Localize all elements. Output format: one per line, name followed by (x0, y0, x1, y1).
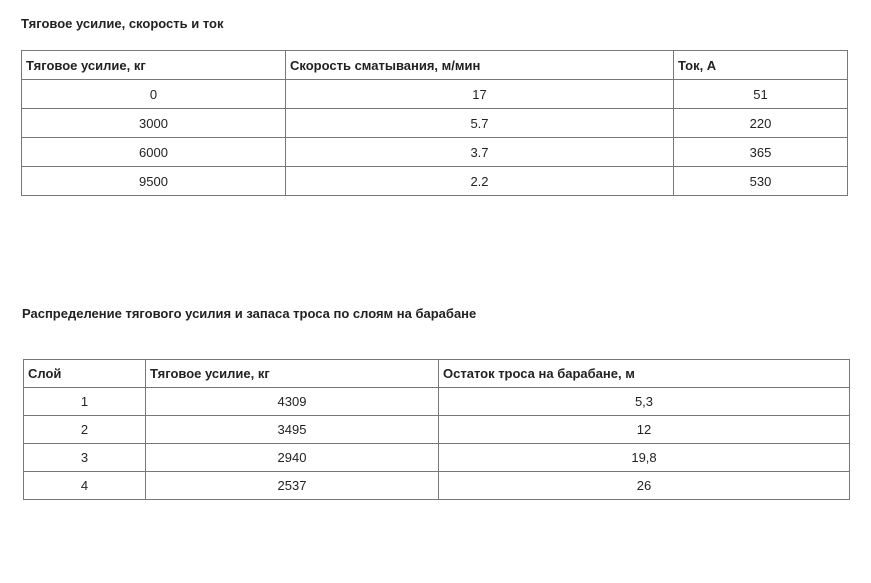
cell-traction-force: 2940 (146, 444, 439, 472)
table-row (22, 167, 848, 196)
cell-current: 51 (674, 80, 848, 109)
header-layer: Слой (24, 360, 146, 388)
cell-rope-remaining: 12 (439, 416, 850, 444)
cell-traction-force: 9500 (22, 167, 286, 196)
layers-table-title: Распределение тягового усилия и запаса троса по слоям на барабане (22, 306, 477, 321)
table-header-row (22, 51, 848, 80)
header-traction-force: Тяговое усилие, кг (22, 51, 286, 80)
cell-layer: 3 (24, 444, 146, 472)
cell-layer: 4 (24, 472, 146, 500)
header-current: Ток, А (674, 51, 848, 80)
table-row (24, 472, 850, 500)
cell-current: 530 (674, 167, 848, 196)
cell-rope-remaining: 19,8 (439, 444, 850, 472)
layers-table (23, 359, 850, 500)
traction-table (21, 50, 848, 196)
cell-layer: 1 (24, 388, 146, 416)
header-winding-speed: Скорость сматывания, м/мин (286, 51, 674, 80)
cell-traction-force: 2537 (146, 472, 439, 500)
cell-rope-remaining: 5,3 (439, 388, 850, 416)
cell-current: 365 (674, 138, 848, 167)
cell-traction-force: 4309 (146, 388, 439, 416)
cell-winding-speed: 5.7 (286, 109, 674, 138)
cell-rope-remaining: 26 (439, 472, 850, 500)
header-rope-remaining: Остаток троса на барабане, м (439, 360, 850, 388)
table-row (22, 109, 848, 138)
cell-traction-force: 3000 (22, 109, 286, 138)
cell-winding-speed: 2.2 (286, 167, 674, 196)
table-row (22, 80, 848, 109)
cell-traction-force: 3495 (146, 416, 439, 444)
cell-traction-force: 6000 (22, 138, 286, 167)
cell-winding-speed: 17 (286, 80, 674, 109)
cell-winding-speed: 3.7 (286, 138, 674, 167)
table-row (22, 138, 848, 167)
header-traction-force: Тяговое усилие, кг (146, 360, 439, 388)
cell-traction-force: 0 (22, 80, 286, 109)
table-header-row (24, 360, 850, 388)
cell-layer: 2 (24, 416, 146, 444)
table-row (24, 444, 850, 472)
cell-current: 220 (674, 109, 848, 138)
table-row (24, 388, 850, 416)
table-row (24, 416, 850, 444)
traction-table-title: Тяговое усилие, скорость и ток (21, 16, 224, 31)
